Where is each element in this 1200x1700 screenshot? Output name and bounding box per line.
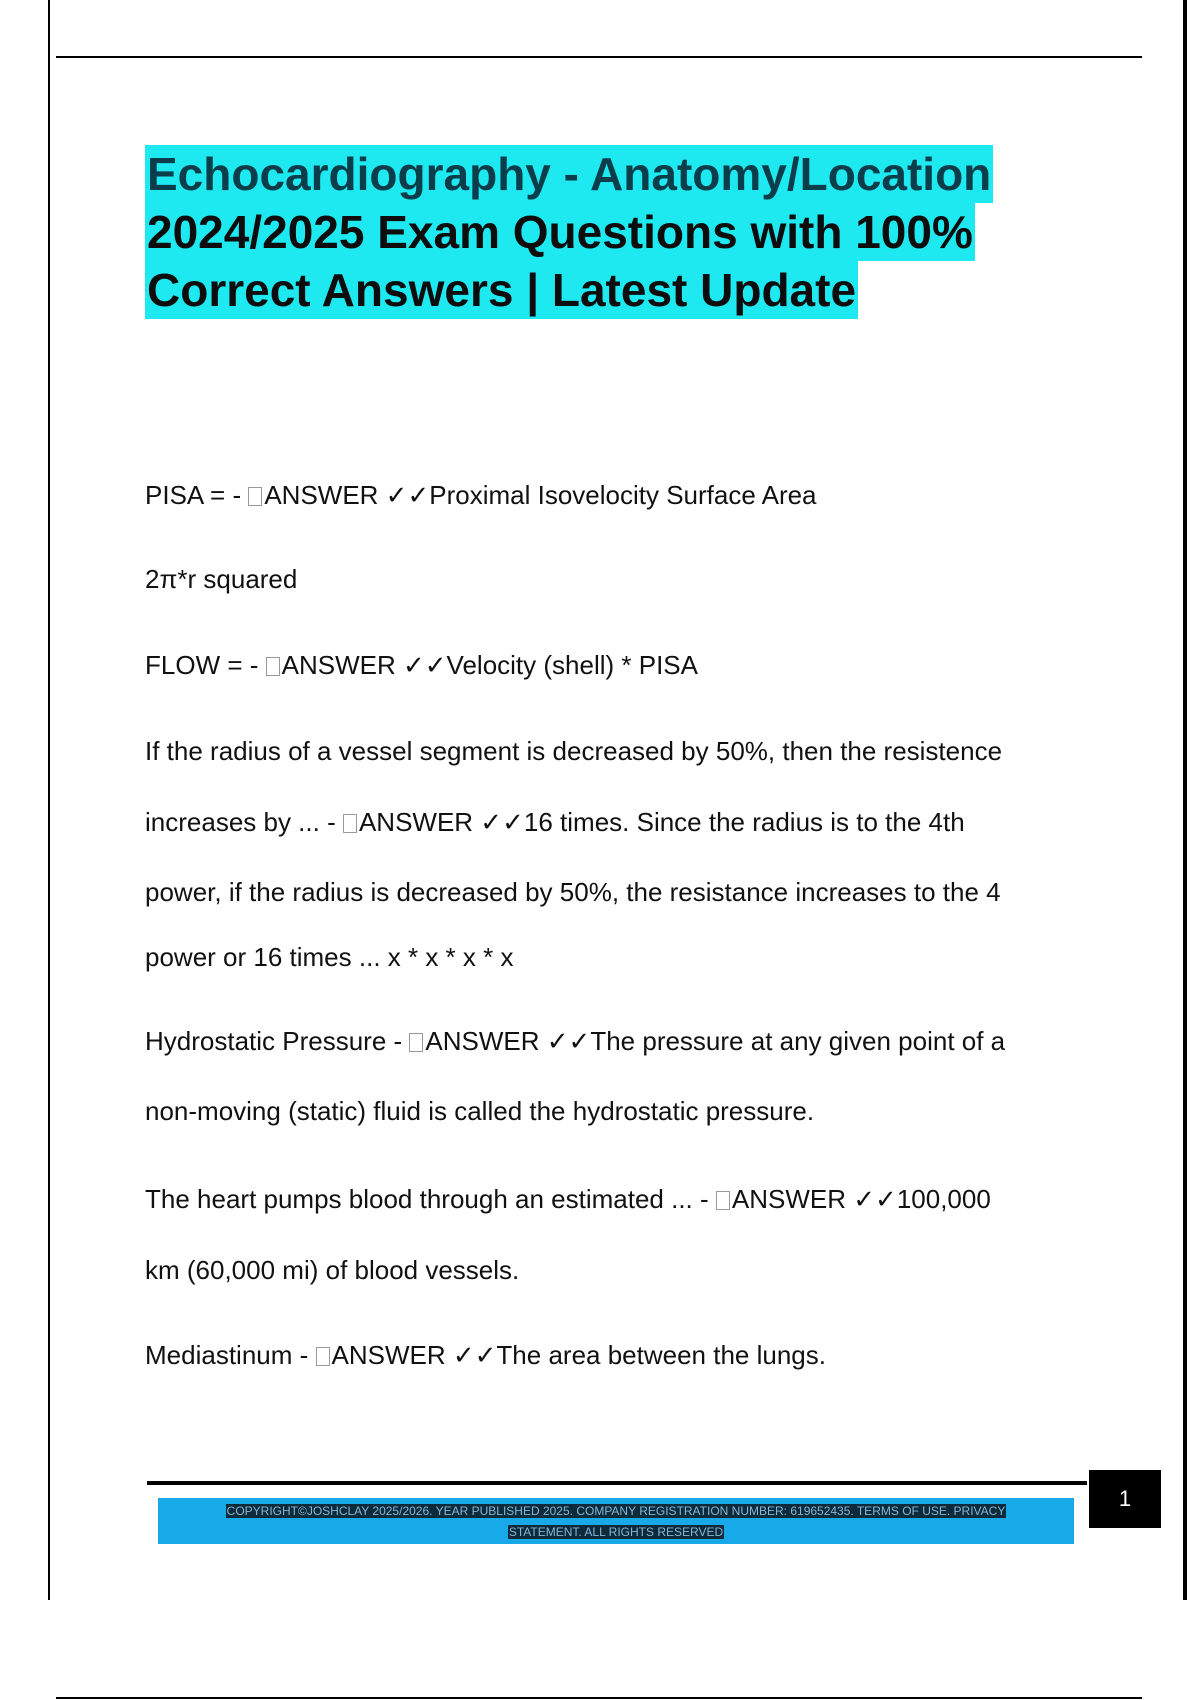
title-line-2: 2024/2025 Exam Questions with 100% <box>145 203 975 261</box>
question-text: The heart pumps blood through an estimated ... - <box>145 1184 716 1214</box>
answer-text: 16 times. Since the radius is to the 4th <box>523 807 965 837</box>
copyright-footer <box>158 1501 1074 1543</box>
answer-box-icon <box>343 814 357 833</box>
answer-text: 100,000 <box>896 1184 991 1214</box>
answer-box-icon <box>316 1347 330 1366</box>
copyright-line-1: COPYRIGHT©JOSHCLAY 2025/2026. YEAR PUBLISHED 2025. COMPANY REGISTRATION NUMBER: 619652435. TERMS OF USE. PRIVACY <box>226 1504 1006 1518</box>
answer-text: power or 16 times ... x * x * x * x <box>145 942 514 972</box>
question-text: PISA = - <box>145 480 249 510</box>
question-text: FLOW = - <box>145 650 266 680</box>
answer-marker: ANSWER ✓✓ <box>731 1184 897 1214</box>
copyright-line-2: STATEMENT. ALL RIGHTS RESERVED <box>508 1525 724 1539</box>
footer-rule <box>147 1481 1087 1485</box>
qa-line <box>145 648 698 682</box>
answer-marker: ANSWER ✓✓ <box>331 1340 497 1370</box>
page-border-right <box>1183 0 1187 1600</box>
title-line-1: Echocardiography - Anatomy/Location <box>145 145 993 203</box>
qa-line <box>145 875 1001 909</box>
answer-box-icon <box>716 1191 730 1210</box>
qa-line <box>145 805 965 839</box>
answer-text: The area between the lungs. <box>496 1340 826 1370</box>
qa-line <box>145 1253 519 1287</box>
qa-line <box>145 562 297 596</box>
answer-box-icon <box>409 1033 423 1052</box>
question-text: Mediastinum - <box>145 1340 316 1370</box>
page-border-left <box>48 0 50 1600</box>
next-page-header-rule <box>56 1697 1142 1699</box>
answer-text: non-moving (static) fluid is called the hydrostatic pressure. <box>145 1096 815 1126</box>
document-title <box>145 145 1145 319</box>
answer-marker: ANSWER ✓✓ <box>264 480 430 510</box>
qa-line <box>145 940 513 974</box>
answer-marker: ANSWER ✓✓ <box>425 1026 591 1056</box>
question-text: increases by ... - <box>145 807 343 837</box>
answer-marker: ANSWER ✓✓ <box>281 650 447 680</box>
qa-line <box>145 1338 826 1372</box>
header-rule <box>56 56 1142 58</box>
answer-text: Proximal Isovelocity Surface Area <box>429 480 817 510</box>
title-line-3: Correct Answers | Latest Update <box>145 261 858 319</box>
answer-text: power, if the radius is decreased by 50%, the resistance increases to the 4 <box>145 877 1001 907</box>
qa-line <box>145 1182 991 1216</box>
answer-marker: ANSWER ✓✓ <box>358 807 524 837</box>
page-number: 1 <box>1089 1470 1161 1528</box>
question-text: Hydrostatic Pressure - <box>145 1026 410 1056</box>
answer-text: km (60,000 mi) of blood vessels. <box>145 1255 520 1285</box>
qa-line <box>145 734 1002 768</box>
answer-box-icon <box>248 487 262 506</box>
qa-line <box>145 1094 814 1128</box>
answer-text: The pressure at any given point of a <box>590 1026 1006 1056</box>
answer-box-icon <box>266 657 280 676</box>
qa-line <box>145 478 817 512</box>
qa-line <box>145 1024 1005 1058</box>
answer-text: Velocity (shell) * PISA <box>446 650 698 680</box>
question-text: If the radius of a vessel segment is decreased by 50%, then the resistence <box>145 736 1003 766</box>
answer-text: 2π*r squared <box>145 564 298 594</box>
